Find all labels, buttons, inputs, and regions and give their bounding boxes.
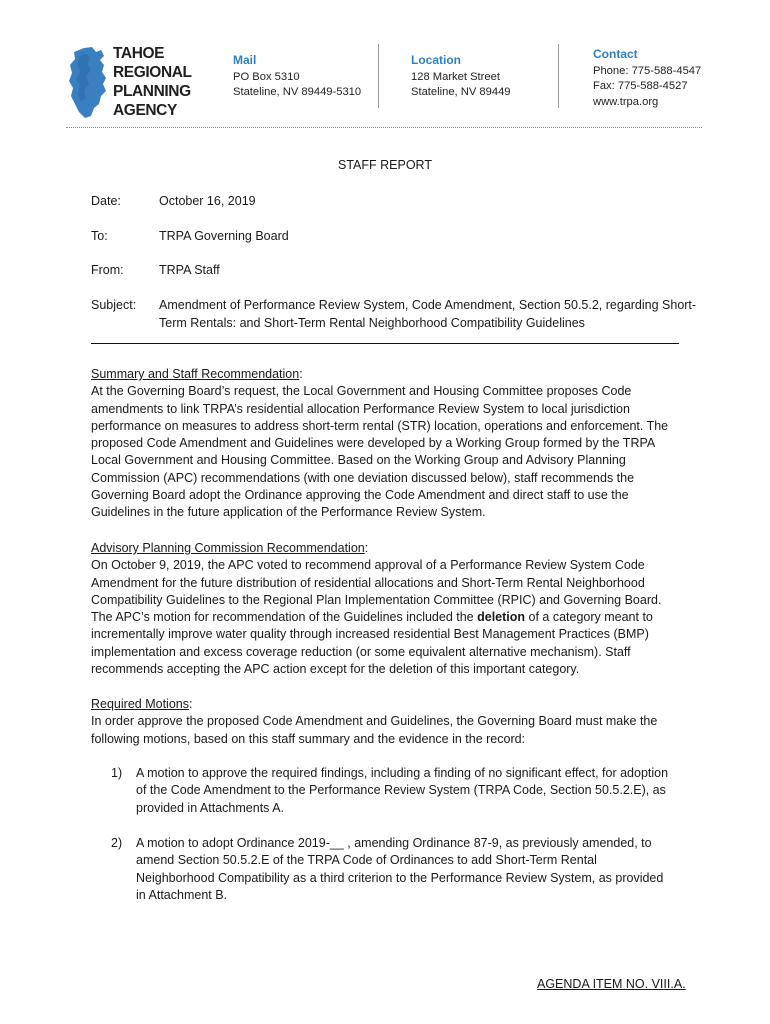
contact-phone: Phone: 775-588-4547 (593, 64, 702, 77)
to-value: TRPA Governing Board (159, 229, 289, 243)
mail-line: Stateline, NV 89449-5310 (233, 86, 362, 98)
apc-heading: Advisory Planning Commission Recommendation (91, 541, 365, 555)
logo-line: AGENCY (113, 102, 177, 119)
to-label: To: (91, 229, 108, 243)
logo-line: PLANNING (113, 83, 191, 100)
motions-section (91, 696, 681, 748)
summary-body: At the Governing Board’s request, the Local Government and Housing Committee proposes Code amendments to link TRPA’s residential allocation Performance Review System to local jurisdiction performance on measures to address short-term rental (STR) location, operations and enforcement. The proposed Code Amendment and Guidelines were developed by a Working Group formed by the TRPA Local Government and Housing Committee. Based on the Working Group and Advisory Planning Commission (APC) recommendations (with one deviation discussed below), staff recommends the Governing Board adopt the Ordinance approving the Code Amendment and direct staff to use the Guidelines in the future application of the Performance Review System. (91, 384, 669, 520)
from-label: From: (91, 263, 124, 277)
motion-text: A motion to adopt Ordinance 2019-__ , amending Ordinance 87-9, as previously amended, to amend Section 50.5.2.E of the TRPA Code of Ordinances to add Short-Term Rental Neighborhood Compatibility as a third criterion to the Performance Review System, as provided in Attachment B. (136, 836, 664, 902)
location-heading: Location (411, 53, 461, 67)
motions-intro: In order approve the proposed Code Amendment and Guidelines, the Governing Board must make the following motions, based on this staff summary and the evidence in the record: (91, 714, 658, 746)
from-value: TRPA Staff (159, 263, 220, 277)
date-label: Date: (91, 194, 121, 208)
motion-number: 2) (111, 836, 123, 850)
heading-colon: : (188, 697, 193, 711)
subject-value: Amendment of Performance Review System, Code Amendment, Section 50.5.2, regarding Short-Term Rentals: and Short-Term Rental Neighborhood Compatibility Guidelines (159, 298, 697, 330)
location-line: Stateline, NV 89449 (411, 86, 511, 98)
apc-body-text: of a category meant to incrementally improve water quality through increased residential Best Management Practices (BMP) implementation and excess coverage reduction (or some equivalent alternative mechanism). Staff recommends accepting the APC action except for the deletion of this important category. (91, 610, 653, 677)
logo-line: REGIONAL (113, 64, 192, 81)
letterhead-divider (66, 127, 702, 128)
mail-heading: Mail (233, 53, 257, 67)
agency-name (113, 44, 192, 120)
divider (378, 44, 379, 108)
heading-colon: : (299, 367, 303, 381)
lake-tahoe-icon (66, 46, 112, 120)
heading-colon: : (364, 541, 369, 555)
mail-block (233, 53, 361, 101)
trpa-logo (66, 44, 196, 120)
date-value: October 16, 2019 (159, 194, 256, 208)
motions-heading: Required Motions (91, 697, 189, 711)
contact-fax: Fax: 775-588-4527 (593, 80, 688, 92)
logo-line: TAHOE (113, 45, 165, 62)
motion-number: 1) (111, 766, 123, 780)
contact-heading: Contact (593, 47, 638, 61)
report-title: STAFF REPORT (338, 158, 432, 172)
summary-heading: Summary and Staff Recommendation (91, 367, 300, 381)
mail-line: PO Box 5310 (233, 70, 300, 83)
location-block (411, 53, 511, 101)
location-line: 128 Market Street (411, 70, 500, 83)
apc-body-bold: deletion (477, 610, 526, 625)
divider (558, 44, 559, 108)
apc-section (91, 540, 681, 678)
summary-section (91, 366, 681, 522)
agenda-item-number: AGENDA ITEM NO. VIII.A. (537, 977, 686, 991)
motion-text: A motion to approve the required findings, including a finding of no significant effect, for adoption of the Code Amendment to the Performance Review System (TRPA Code, Section 50.5.2.E), as provided in Attachments A. (136, 766, 669, 815)
contact-block (593, 47, 701, 110)
apc-body (91, 557, 681, 678)
contact-website[interactable]: www.trpa.org (593, 95, 659, 108)
apc-body-text: On October 9, 2019, the APC voted to recommend approval of a Performance Review System Code Amendment for the future distribution of residential allocations and Short-Term Rental Neighborhood Compatibility Guidelines to the Regional Plan Implementation Committee (RPIC) and Governing Board. The APC’s motion for recommendation of the Guidelines included the (91, 558, 662, 625)
header-rule (91, 343, 679, 344)
subject-label: Subject: (91, 298, 137, 312)
